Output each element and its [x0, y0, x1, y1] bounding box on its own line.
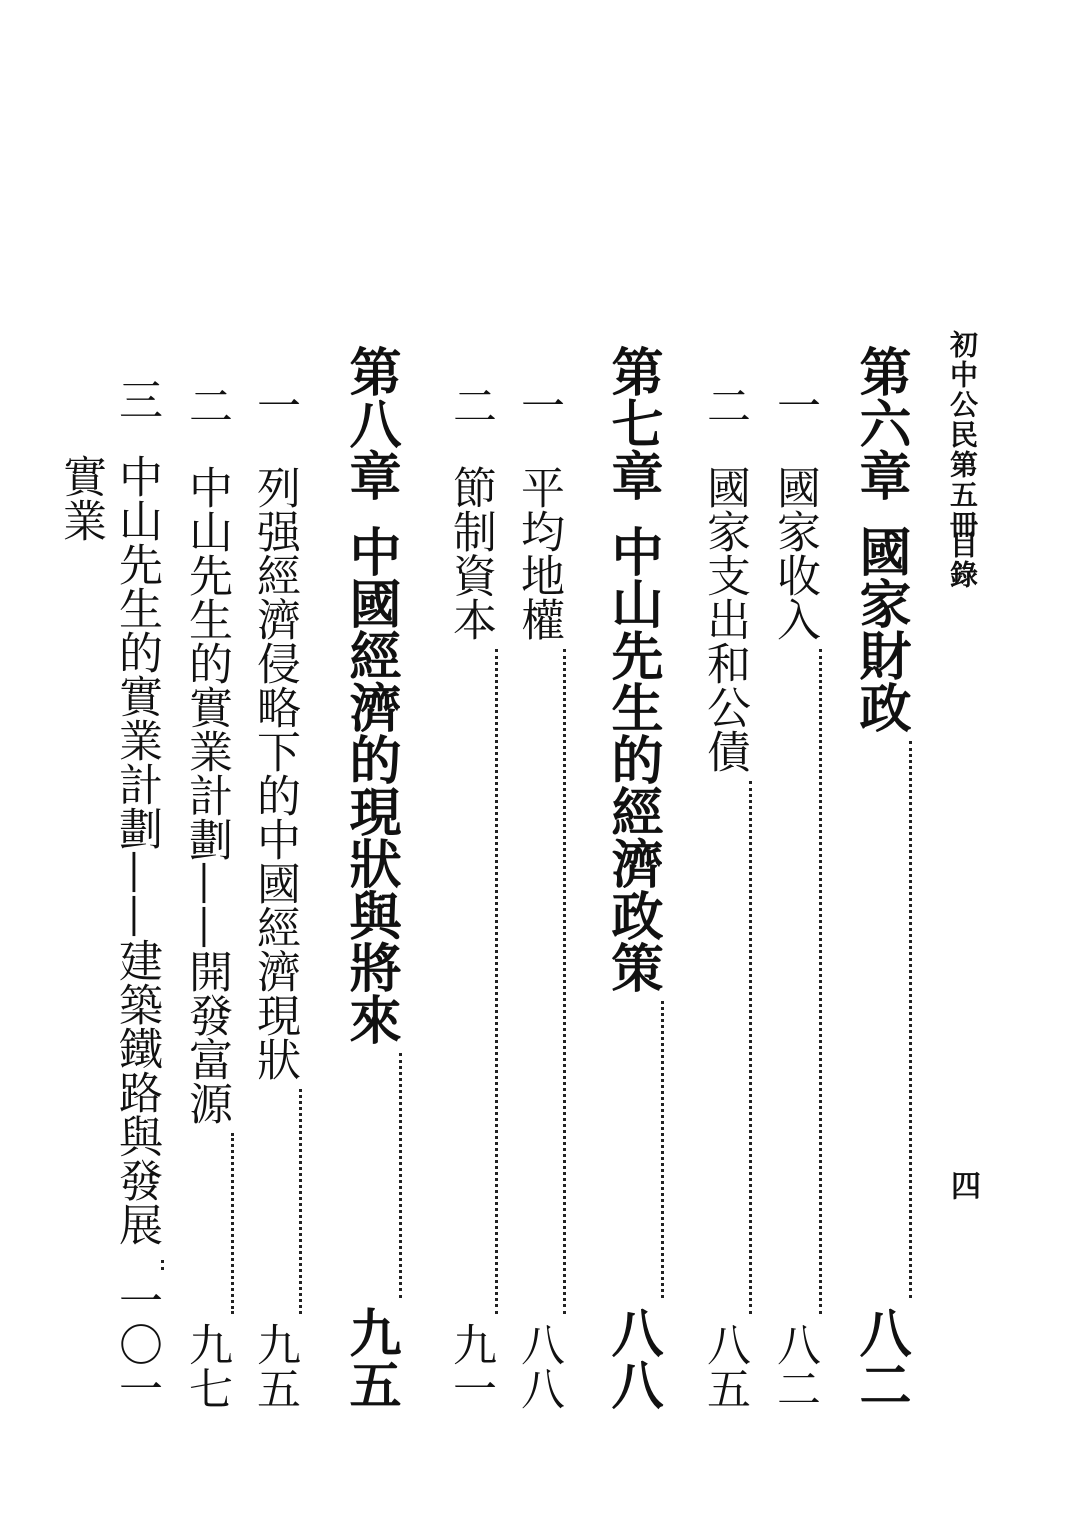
- page-ref: 八五: [699, 1322, 750, 1410]
- chapter-title: 中國經濟的現狀與將來: [340, 525, 401, 1045]
- running-header-section: 目錄: [946, 530, 979, 590]
- page-ref: 八八: [602, 1306, 663, 1410]
- dot-leader: [134, 1260, 164, 1270]
- page-ref: 八八: [513, 1322, 564, 1410]
- section-title: 中山先生的實業計劃——建築鐵路與發展實業: [55, 453, 162, 1246]
- section-title: 中山先生的實業計劃——開發富源: [181, 465, 232, 1125]
- page-ref: 一〇一: [111, 1278, 162, 1410]
- dot-leader: [792, 649, 822, 1314]
- section-title: 國家收入: [769, 465, 820, 641]
- running-header-title: 初中公民第五冊: [946, 330, 979, 540]
- toc-section-7-1[interactable]: [510, 345, 566, 1410]
- section-title: 平均地權: [513, 465, 564, 641]
- page-ref: 九七: [181, 1322, 232, 1410]
- section-number: 三: [111, 377, 162, 422]
- toc-chapter-6[interactable]: [848, 345, 912, 1410]
- toc-chapter-7[interactable]: [600, 345, 664, 1410]
- toc-section-8-2[interactable]: [178, 345, 234, 1410]
- page-ref: 九五: [249, 1322, 300, 1410]
- section-title: 列强經濟侵略下的中國經濟現狀: [249, 465, 300, 1081]
- section-number: 二: [181, 383, 232, 427]
- dot-leader: [722, 781, 752, 1314]
- chapter-title: 中山先生的經濟政策: [602, 525, 663, 993]
- dot-leader: [204, 1133, 234, 1314]
- chapter-title: 國家財政: [850, 525, 911, 733]
- toc-section-8-1[interactable]: [246, 345, 302, 1410]
- section-number: 一: [249, 383, 300, 427]
- toc-chapter-8[interactable]: [338, 345, 402, 1410]
- section-number: 二: [699, 383, 750, 427]
- toc-section-6-2[interactable]: [696, 345, 752, 1410]
- chapter-number: 第七章: [602, 345, 663, 501]
- chapter-number: 第六章: [850, 345, 911, 501]
- section-title: 節制資本: [445, 465, 496, 641]
- dot-leader: [468, 649, 498, 1314]
- page-ref: 九一: [445, 1322, 496, 1410]
- page-ref: 九五: [340, 1306, 401, 1410]
- dot-leader: [368, 1053, 402, 1298]
- page-ref: 八二: [850, 1306, 911, 1410]
- page-ref: 八二: [769, 1322, 820, 1410]
- section-number: 一: [769, 383, 820, 427]
- toc-section-8-3[interactable]: [55, 345, 164, 1410]
- dot-leader: [878, 741, 912, 1298]
- section-number: 二: [445, 383, 496, 427]
- page-number: 四: [945, 1170, 980, 1200]
- chapter-number: 第八章: [340, 345, 401, 501]
- dot-leader: [630, 1001, 664, 1298]
- section-number: 一: [513, 383, 564, 427]
- toc-section-6-1[interactable]: [766, 345, 822, 1410]
- toc-section-7-2[interactable]: [442, 345, 498, 1410]
- section-title: 國家支出和公債: [699, 465, 750, 773]
- dot-leader: [536, 649, 566, 1314]
- dot-leader: [272, 1089, 302, 1314]
